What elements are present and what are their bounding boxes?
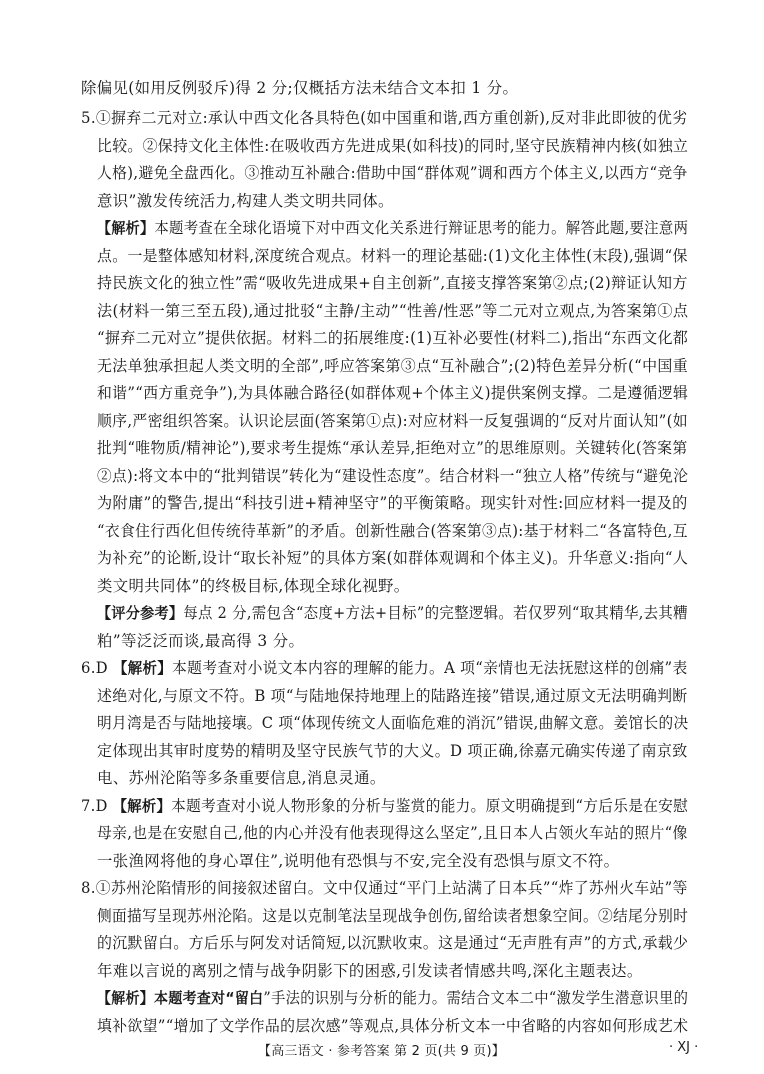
text-line: 明月湾是否与陆地接壤。C 项“体现传统文人面临危难的消沉”错误,曲解文意。姜馆长的决 [97, 714, 689, 732]
text-line: 点。一是整体感知材料,深度统合观点。材料一的理论基础:(1)文化主体性(末段),强调“保 [97, 247, 688, 265]
text-line: 类文明共同体”的终极目标,体现全球化视野。 [97, 577, 410, 595]
text-line: 和谐”“西方重竞争”),为具体融合路径(如群体观+个体主义)提供案例支撑。二是遵循逻辑 [97, 384, 689, 402]
text-line: 粕”等泛泛而谈,最高得 3 分。 [97, 632, 305, 650]
text-line: “衣食住行西化但传统待革新”的矛盾。创新性融合(答案第③点):基于材料二“各富特色,互 [97, 522, 688, 540]
answer-8-line: 8.①苏州沦陷情形的间接叙述留白。文中仅通过“平门上站满了日本兵”“炸了苏州火车站”等 [81, 879, 688, 897]
analysis-tag: 【解析】 [112, 797, 172, 815]
scoring-tag: 【评分参考】 [97, 604, 184, 622]
analysis-tag: 【解析】本题考查对“留白 [97, 989, 264, 1007]
text-line: 持民族文化的独立性”需“吸收先进成果+自主创新”,直接支撑答案第②点;(2)辩证认知方 [97, 274, 688, 292]
text-line: 比较。②保持文化主体性:在吸收西方先进成果(如科技)的同时,坚守民族精神内核(如独立 [97, 137, 689, 155]
answer-6-choice: 6.D [81, 659, 108, 677]
text-line: ②点):将文本中的“批判错误”转化为“建设性态度”。结合材料一“独立人格”传统与“避免沦 [97, 467, 689, 485]
footer-code: · XJ · [669, 1040, 699, 1055]
text-line: 年难以言说的离别之情与战争阴影下的困惑,引发读者情感共鸣,深化主题表达。 [97, 962, 643, 980]
text-line: 为补充”的论断,设计“取长补短”的具体方案(如群体观调和个体主义)。升华意义:指向“人 [97, 549, 689, 567]
text-line: 定体现出其审时度势的精明及坚守民族气节的大义。D 项正确,徐嘉元确实传递了南京致 [97, 742, 688, 760]
page-footer: 【高三语文 · 参考答案 第 2 页(共 9 页)】 [258, 1044, 505, 1059]
text-line: 填补欲望”“增加了文学作品的层次感”等观点,具体分析文本一中省略的内容如何形成艺术 [97, 1017, 689, 1035]
text-line: 意识”激发传统活力,构建人类文明共同体。 [97, 192, 394, 210]
answer-5-line: 5.①摒弃二元对立:承认中西文化各具特色(如中国重和谐,西方重创新),反对非此即彼的优劣 [81, 109, 688, 127]
answer-7-choice: 7.D [81, 797, 108, 815]
text-line: 法(材料一第三至五段),通过批驳“主静/主动”“性善/性恶”等二元对立观点,为答案第①点 [97, 302, 689, 320]
text-line: 母亲,也是在安慰自己,他的内心并没有他表现得这么坚定”,且日本人占领火车站的照片“像 [97, 824, 688, 842]
text-line: 电、苏州沦陷等多条重要信息,消息灵通。 [97, 769, 386, 787]
text-line: 述绝对化,与原文不符。B 项“与陆地保持地理上的陆路连接”错误,通过原文无法明确判断 [97, 687, 688, 705]
text-line: 的沉默留白。方后乐与阿发对话简短,以沉默收束。这是通过“无声胜有声”的方式,承载少 [97, 934, 689, 952]
text-line: 无法单独承担起人类文明的全部”,呼应答案第③点“互补融合”;(2)特色差异分析(“中国重 [97, 357, 689, 375]
answer-6-line: 6.D 【解析】本题考查对小说文本内容的理解的能力。A 项“亲情也无法抚慰这样的创痛”表 [81, 659, 688, 677]
text-line: 批判“唯物质/精神论”),要求考生提炼“承认差异,拒绝对立”的思维原则。关键转化(答案第 [97, 439, 688, 457]
analysis-tag: 【解析】 [97, 219, 155, 237]
analysis-tag: 【解析】 [113, 659, 172, 677]
text-line: 一张渔网将他的身心罩住”,说明他有恐惧与不安,完全没有恐惧与原文不符。 [97, 852, 620, 870]
text-line: 侧面描写呈现苏州沦陷。这是以克制笔法呈现战争创伤,留给读者想象空间。②结尾分别时 [97, 907, 689, 925]
text-line: 人格),避免全盘西化。③推动互补融合:借助中国“群体观”调和西方个体主义,以西方“竞争 [97, 164, 688, 182]
text-line: 顺序,严密组织答案。认识论层面(答案第①点):对应材料一反复强调的“反对片面认知”(如 [97, 412, 688, 430]
scoring-line: 【评分参考】每点 2 分,需包含“态度+方法+目标”的完整逻辑。若仅罗列“取其精华,去其糟 [97, 604, 688, 622]
analysis-line: 【解析】本题考查对“留白”手法的识别与分析的能力。需结合文本二中“激发学生潜意识里的 [97, 989, 689, 1007]
answer-7-line: 7.D 【解析】本题考查对小说人物形象的分析与鉴赏的能力。原文明确提到“方后乐是在安慰 [81, 797, 689, 815]
text-line: 除偏见(如用反例驳斥)得 2 分;仅概括方法未结合文本扣 1 分。 [81, 79, 519, 97]
text-line: “摒弃二元对立”提供依据。材料二的拓展维度:(1)互补必要性(材料二),指出“东西文化都 [97, 329, 689, 347]
text-line: 为附庸”的警告,提出“科技引进+精神坚守”的平衡策略。现实针对性:回应材料一提及的 [97, 494, 688, 512]
analysis-line: 【解析】本题考查在全球化语境下对中西文化关系进行辩证思考的能力。解答此题,要注意两 [97, 219, 689, 237]
